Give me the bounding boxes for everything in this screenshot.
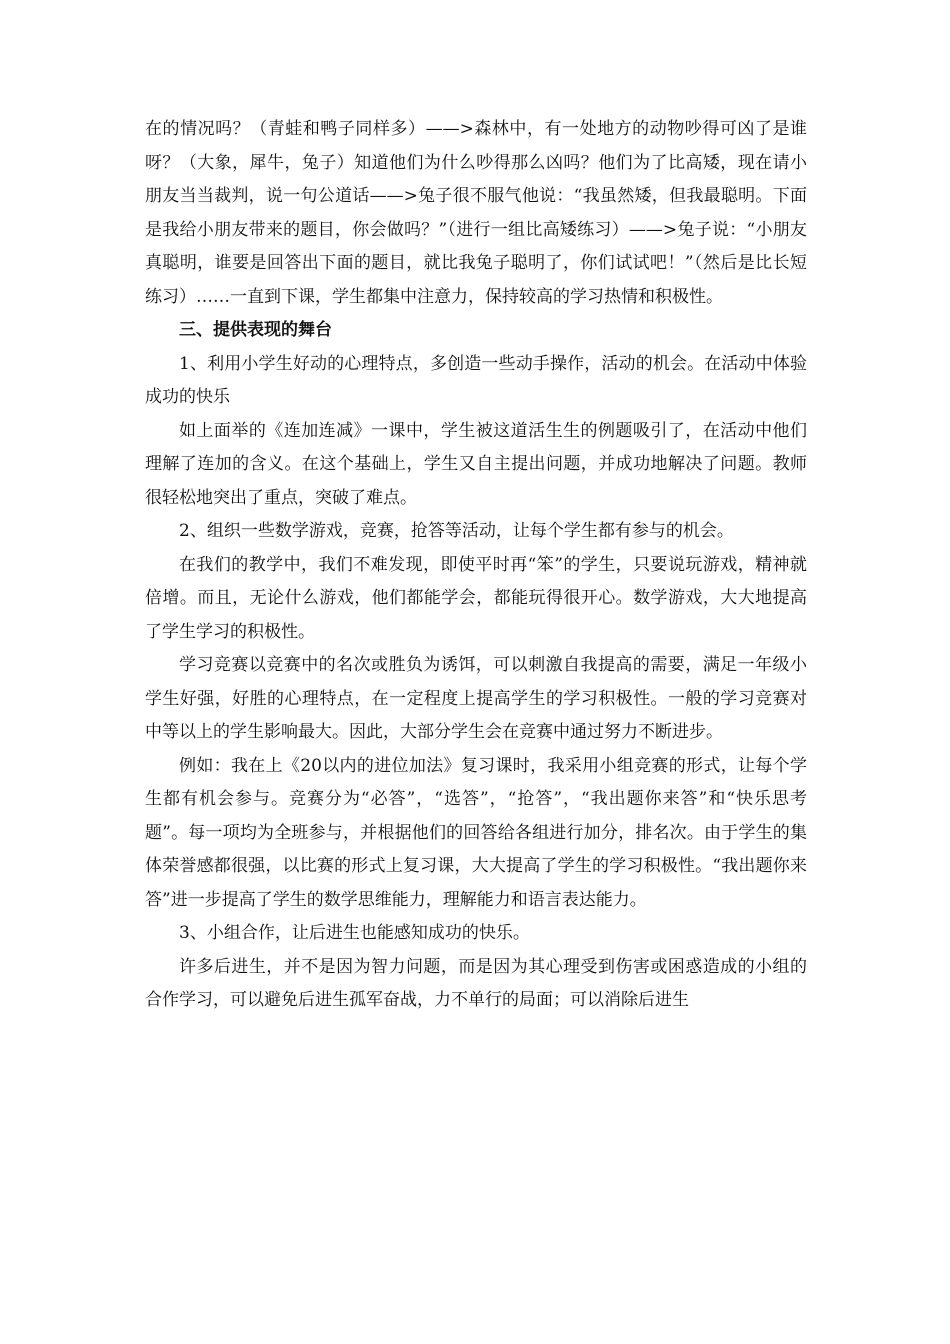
paragraph: 如上面举的《连加连减》一课中，学生被这道活生生的例题吸引了，在活动中他们理解了连加的含义。在这个基础上，学生又自主提出问题，并成功地解决了问题。教师很轻松地突出了重点，突破了难点。 <box>145 420 807 508</box>
paragraph-continuation: 在的情况吗？（青蛙和鸭子同样多）——>森林中，有一处地方的动物吵得可凶了是谁呀？（大象，犀牛，兔子）知道他们为什么吵得那么凶吗？他们为了比高矮，现在请小朋友当当裁判，说一句公道话——>兔子很不服气他说：“我虽然矮，但我最聪明。下面是我给小朋友带来的题目，你会做吗？”（进行一组比高矮练习）——>兔子说：“小朋友真聪明，谁要是回答出下面的题目，就比我兔子聪明了，你们试试吧！”（然后是比长短练习）……一直到下课，学生都集中注意力，保持较高的学习热情和积极性。 <box>145 119 807 307</box>
paragraph: 学习竞赛以竞赛中的名次或胜负为诱饵，可以刺激自我提高的需要，满足一年级小学生好强，好胜的心理特点，在一定程度上提高学生的学习积极性。一般的学习竞赛对中等以上的学生影响最大。因此，大部分学生会在竞赛中通过努力不断进步。 <box>145 655 807 742</box>
document-body <box>145 113 807 1018</box>
paragraph: 许多后进生，并不是因为智力问题，而是因为其心理受到伤害或困惑造成的小组的合作学习，可以避免后进生孤军奋战，力不单行的局面；可以消除后进生 <box>145 956 807 1010</box>
paragraph: 在我们的教学中，我们不难发现，即使平时再“笨”的学生，只要说玩游戏，精神就倍增。而且，无论什么游戏，他们都能学会，都能玩得很开心。数学游戏，大大地提高了学生学习的积极性。 <box>145 554 807 642</box>
numbered-point-1: 1、利用小学生好动的心理特点，多创造一些动手操作，活动的机会。在活动中体验成功的快乐 <box>145 353 807 407</box>
paragraph: 例如：我在上《20以内的进位加法》复习课时，我采用小组竞赛的形式，让每个学生都有机会参与。竞赛分为“必答”，“选答”，“抢答”，“我出题你来答”和“快乐思考题”。每一项均为全班参与，并根据他们的回答给各组进行加分，排名次。由于学生的集体荣誉感都很强，以比赛的形式上复习课，大大提高了学生的学习积极性。“我出题你来答”进一步提高了学生的数学思维能力，理解能力和语言表达能力。 <box>145 755 807 910</box>
numbered-point-2: 2、组织一些数学游戏，竞赛，抢答等活动，让每个学生都有参与的机会。 <box>179 521 734 541</box>
section-heading: 三、提供表现的舞台 <box>179 320 332 340</box>
numbered-point-3: 3、小组合作，让后进生也能感知成功的快乐。 <box>179 923 530 943</box>
